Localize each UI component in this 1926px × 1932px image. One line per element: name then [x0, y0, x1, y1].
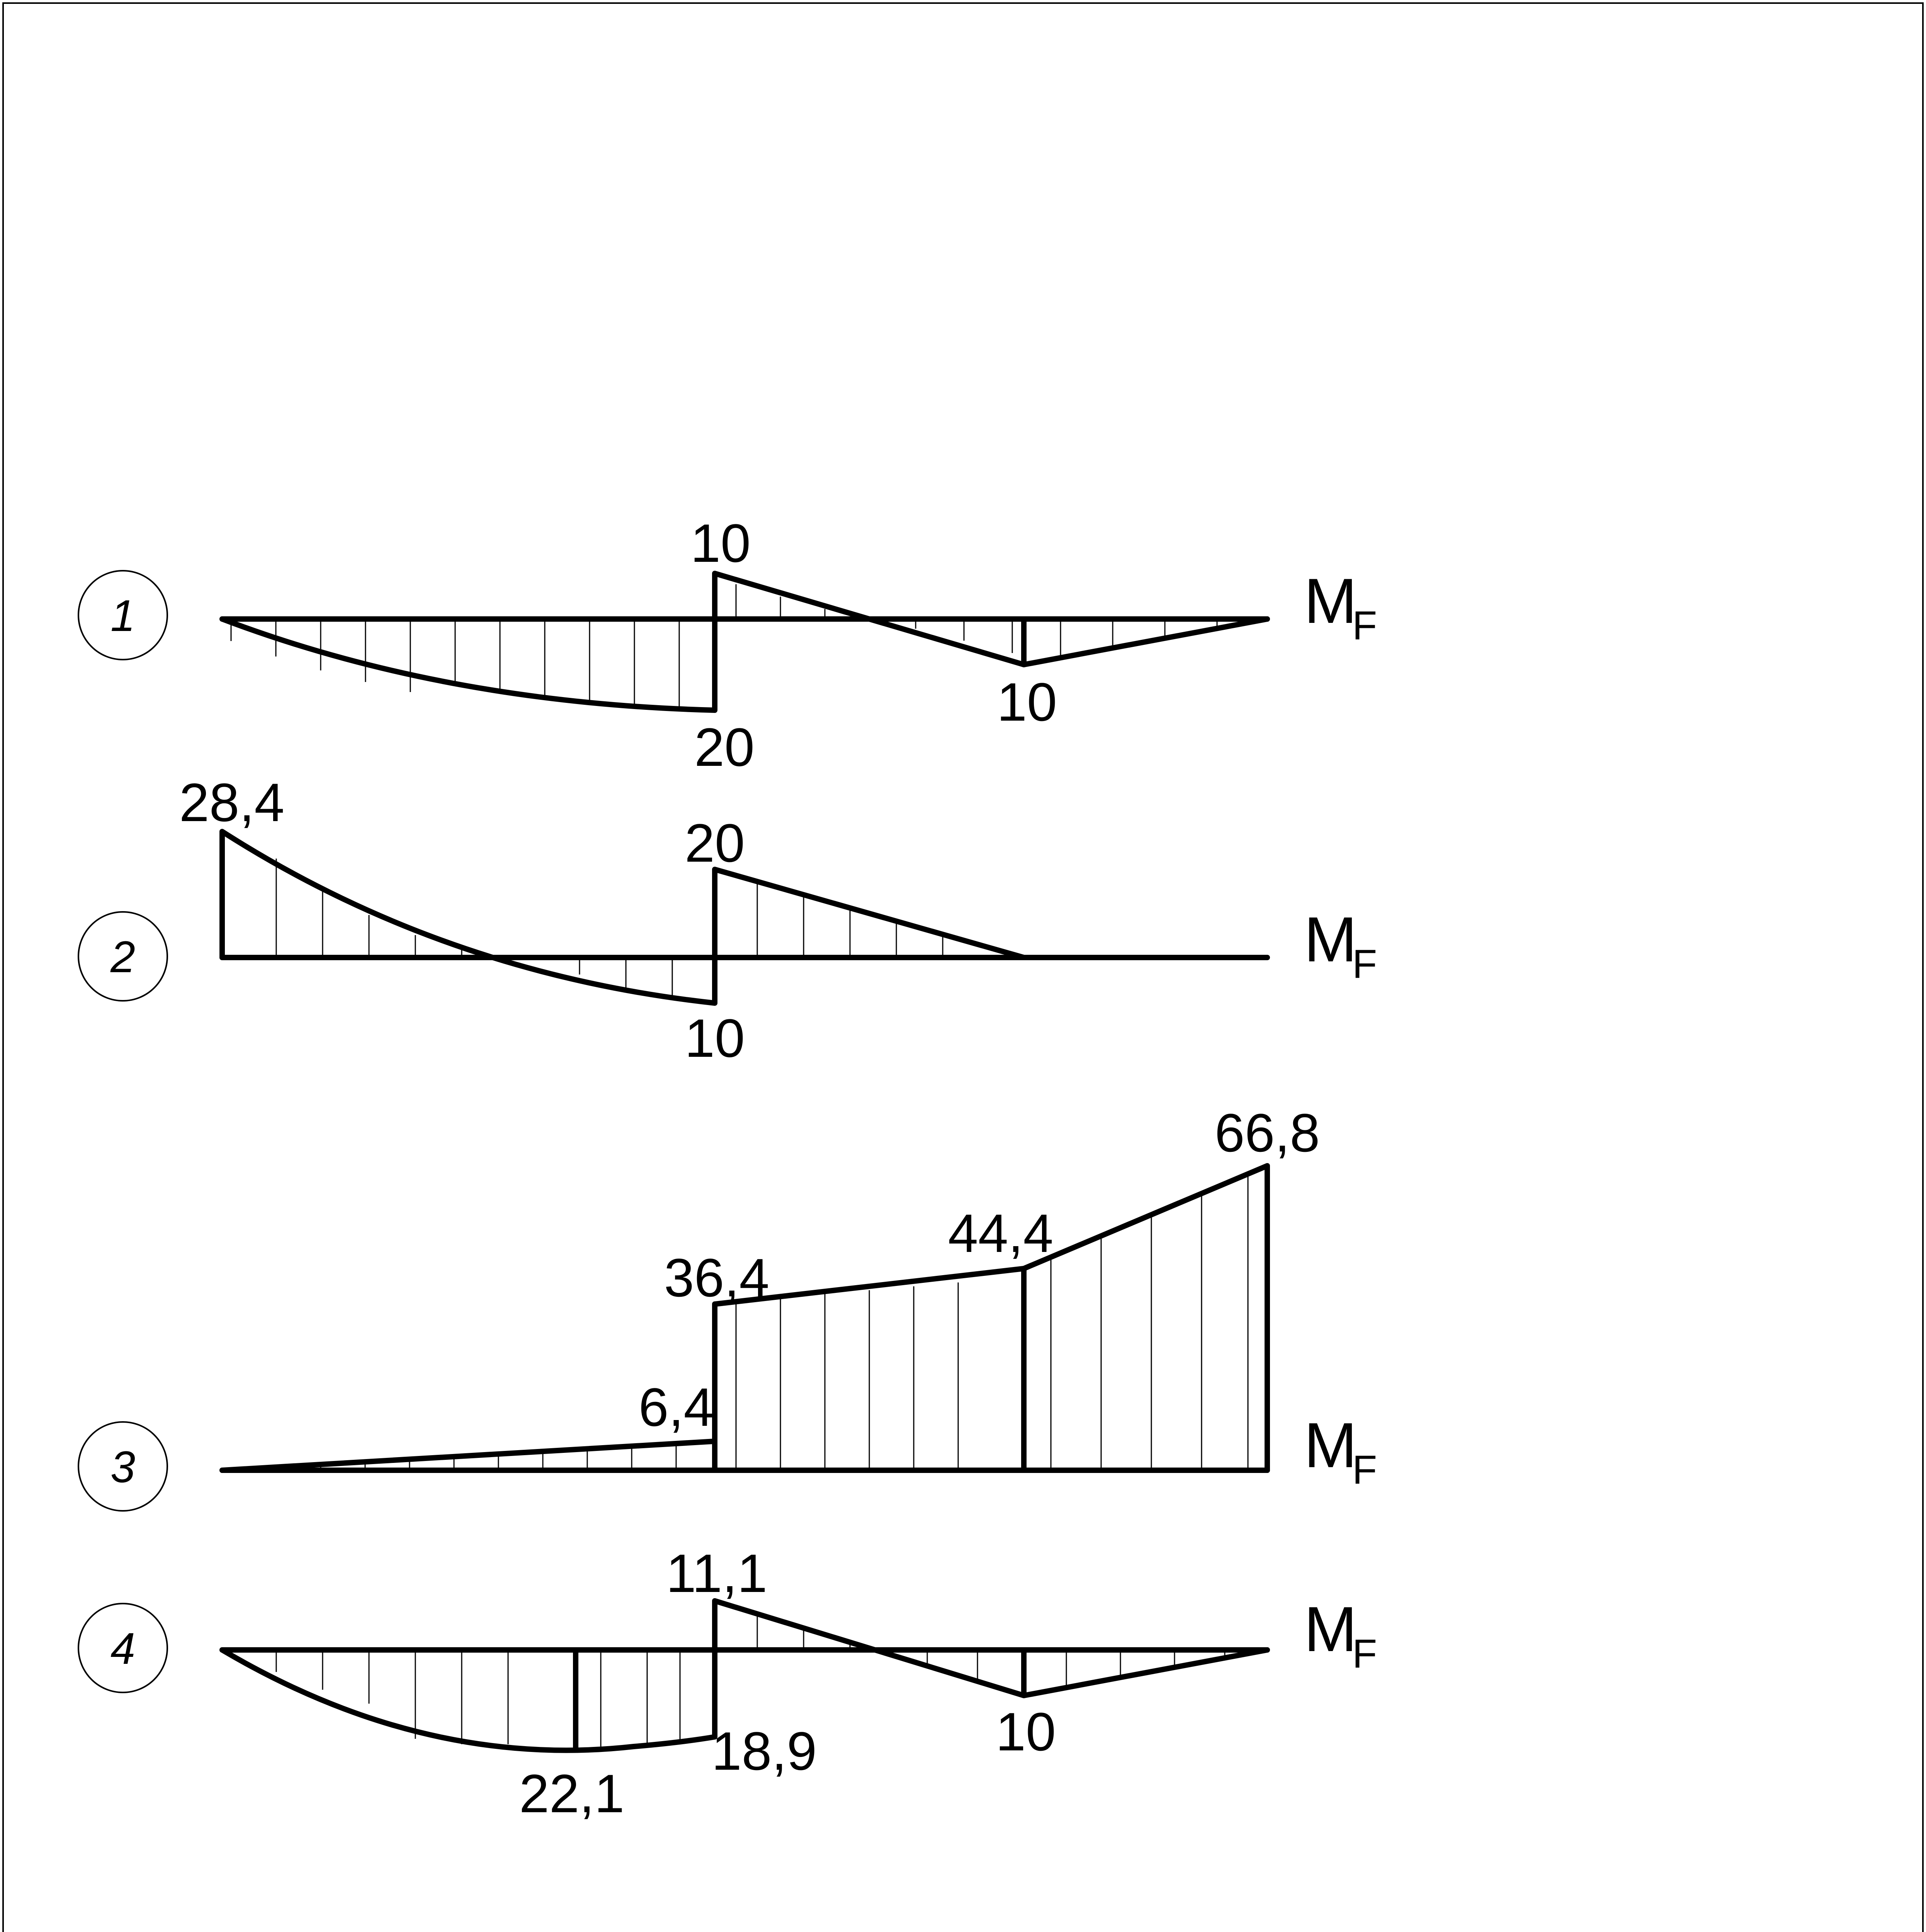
svg-text:M: M — [1304, 565, 1357, 636]
value-label-right-min: 10 — [996, 1701, 1056, 1762]
svg-text:M: M — [1304, 1594, 1357, 1665]
diagram-2 — [78, 772, 1377, 1068]
value-label-jump-bottom: 18,9 — [711, 1721, 817, 1781]
hatch-lines — [321, 1174, 1248, 1470]
hatch-lines — [276, 859, 943, 999]
svg-text:F: F — [1352, 603, 1377, 648]
diagram-title — [1304, 904, 1377, 987]
moment-curve — [222, 1166, 1267, 1470]
svg-text:F: F — [1352, 1631, 1377, 1677]
value-label-jump-top: 10 — [690, 513, 751, 573]
diagram-number: 1 — [110, 591, 135, 641]
value-label-jump-bottom: 20 — [694, 717, 755, 777]
svg-text:F: F — [1352, 942, 1377, 987]
diagram-1 — [78, 513, 1377, 777]
diagram-title — [1304, 1410, 1377, 1493]
sheet-frame — [3, 3, 1923, 1932]
diagram-title — [1304, 1594, 1377, 1677]
svg-text:M: M — [1304, 904, 1357, 975]
value-label-left: 28,4 — [179, 772, 285, 833]
diagram-number: 2 — [110, 932, 135, 982]
value-label-left-end: 6,4 — [638, 1377, 714, 1437]
diagram-4 — [78, 1543, 1377, 1824]
svg-text:M: M — [1304, 1410, 1357, 1481]
diagram-title — [1304, 565, 1377, 648]
value-label-right-min: 10 — [997, 672, 1057, 732]
value-label-mid: 44,4 — [948, 1203, 1054, 1264]
value-label-jump-top: 20 — [685, 813, 745, 873]
value-label-jump-bottom: 10 — [685, 1008, 745, 1068]
value-label-right-end: 66,8 — [1214, 1102, 1320, 1163]
svg-text:F: F — [1352, 1447, 1377, 1493]
value-label-jump-top: 36,4 — [664, 1247, 770, 1308]
diagram-number: 4 — [110, 1624, 135, 1673]
value-label-extremum: 22,1 — [519, 1763, 625, 1824]
moment-curve — [222, 573, 1267, 710]
diagram-3 — [78, 1102, 1377, 1511]
moment-curve — [222, 832, 1024, 1003]
value-label-jump-top: 11,1 — [666, 1543, 768, 1604]
diagram-number: 3 — [110, 1442, 135, 1492]
hatch-lines — [231, 584, 1217, 707]
